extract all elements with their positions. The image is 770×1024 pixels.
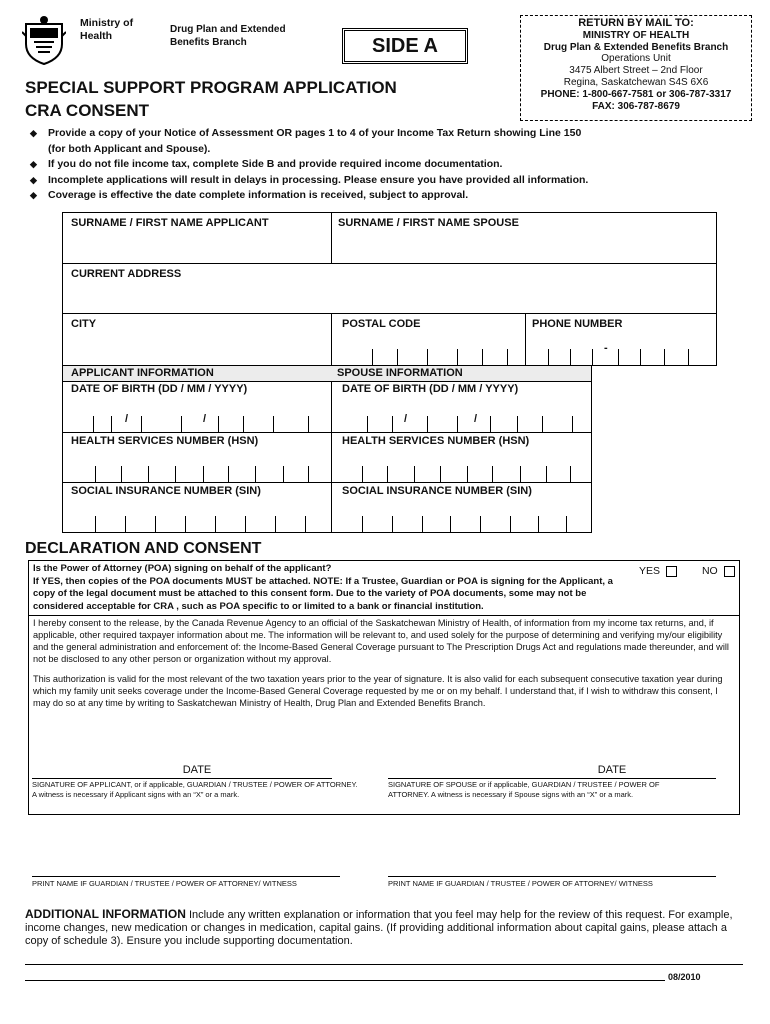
phone-number-field[interactable]: PHONE NUMBER -	[525, 313, 717, 366]
applicant-sin-field[interactable]: SOCIAL INSURANCE NUMBER (SIN)	[62, 482, 332, 533]
applicant-hsn-field[interactable]: HEALTH SERVICES NUMBER (HSN)	[62, 432, 332, 483]
yes-checkbox[interactable]	[666, 566, 677, 577]
list-item: ◆ Coverage is effective the date complete information is received, subject to approval.	[30, 189, 469, 201]
applicant-date-label: DATE	[32, 764, 332, 779]
spouse-name-field[interactable]: SURNAME / FIRST NAME SPOUSE	[331, 212, 717, 264]
side-label: SIDE A	[342, 28, 468, 64]
spouse-sin-field[interactable]: SOCIAL INSURANCE NUMBER (SIN)	[331, 482, 592, 533]
branch-name: Drug Plan and Extended Benefits Branch	[170, 24, 286, 48]
saskatchewan-crest-icon	[22, 14, 66, 66]
form-title: SPECIAL SUPPORT PROGRAM APPLICATION CRA CONSENT	[25, 78, 397, 120]
spouse-signature-block[interactable]: DATE SIGNATURE OF SPOUSE or if applicable, GUARDIAN / TRUSTEE / POWER OF ATTORNEY. A witness is necessary if Spouse signs with an “X” or a mark.	[388, 764, 716, 800]
instructions-list	[30, 126, 590, 204]
postal-code-field[interactable]: POSTAL CODE	[331, 313, 526, 366]
info-header: APPLICANT INFORMATION SPOUSE INFORMATION	[62, 365, 592, 382]
no-checkbox[interactable]	[724, 566, 735, 577]
return-mail-box: RETURN BY MAIL TO: MINISTRY OF HEALTH Drug Plan & Extended Benefits Branch Operations Unit 3475 Albert Street – 2nd Floor Regina, Saskatchewan S4S 6X6 PHONE: 1-800-667-7581 or 306-787-3317 FAX: 306-787-8679	[520, 15, 752, 121]
applicant-dob-field[interactable]: DATE OF BIRTH (DD / MM / YYYY) / /	[62, 381, 332, 433]
spouse-date-label: DATE	[388, 764, 716, 779]
applicant-signature-block[interactable]: DATE SIGNATURE OF APPLICANT, or if applicable, GUARDIAN / TRUSTEE / POWER OF ATTORNEY. A witness is necessary if Applicant signs with an “X” or a mark.	[32, 764, 358, 799]
spouse-hsn-field[interactable]: HEALTH SERVICES NUMBER (HSN)	[331, 432, 592, 483]
list-item: ◆ Incomplete applications will result in delays in processing. Please ensure you have provided all information.	[30, 173, 589, 186]
list-item: ◆ If you do not file income tax, complete Side B and provide required income documentation.	[30, 158, 503, 170]
ministry-name: Ministry of Health	[80, 17, 134, 42]
address-field[interactable]: CURRENT ADDRESS	[62, 263, 717, 314]
applicant-name-field[interactable]: SURNAME / FIRST NAME APPLICANT	[62, 212, 332, 264]
additional-line-2[interactable]	[25, 980, 665, 981]
declaration-box: Is the Power of Attorney (POA) signing on behalf of the applicant? If YES, then copies of the POA documents MUST be attached. NOTE: If a Trustee, Guardian or POA is signing for the Applicant, a copy of the legal document must be attached to this consent form. Due to the variety of POA documents, some may not be considered acceptable for CRA , such as POA specific to or limited to a bank or financial institution. YES NO I hereby consent to the release, by the Canada Revenue Agency to an official of the Saskatchewan Ministry of Health, of information from my income tax returns, and, if applicable, other required taxpayer information about me. The information will be relevant to, and used solely for the purpose of determining and verifying my/our eligibility and the general administration and enforcement of: the Income-Based General Coverage pursuant to The Prescription Drugs Act and regulations made thereunder, and will not be disclosed to any other person or organization without my approval. This authorization is valid for the most relevant of the two taxation years prior to the year of signature. It is also valid for each subsequent consecutive taxation year during which my family unit seeks coverage under the Income-Based General Coverage requested by me or on my behalf. I understand that, if I wish to withdraw this consent, I may do so at any time by writing to Saskatchewan Ministry of Health, Drug Plan and Extended Benefits Branch.	[28, 560, 740, 815]
list-item: ◆ Provide a copy of your Notice of Assessment OR pages 1 to 4 of your Income Tax Return showing Line 150 (for both Applicant and Spouse).	[30, 127, 582, 155]
additional-info: ADDITIONAL INFORMATION Include any written explanation or information that you feel may help for the review of this request. For example, income changes, new medication or changes in medication, capital gains. (If providing additional information about capital gains, please attach a copy of schedule 3). Ensure you include supporting documentation.	[25, 907, 733, 947]
form-version: 08/2010	[668, 972, 701, 982]
print-name-left-line[interactable]: PRINT NAME IF GUARDIAN / TRUSTEE / POWER OF ATTORNEY/ WITNESS	[32, 876, 340, 889]
spouse-dob-field[interactable]: DATE OF BIRTH (DD / MM / YYYY) / /	[331, 381, 592, 433]
city-field[interactable]: CITY	[62, 313, 332, 366]
print-name-right-line[interactable]: PRINT NAME IF GUARDIAN / TRUSTEE / POWER OF ATTORNEY/ WITNESS	[388, 876, 716, 889]
declaration-heading: DECLARATION AND CONSENT	[25, 540, 262, 557]
additional-line-1[interactable]	[25, 964, 743, 965]
